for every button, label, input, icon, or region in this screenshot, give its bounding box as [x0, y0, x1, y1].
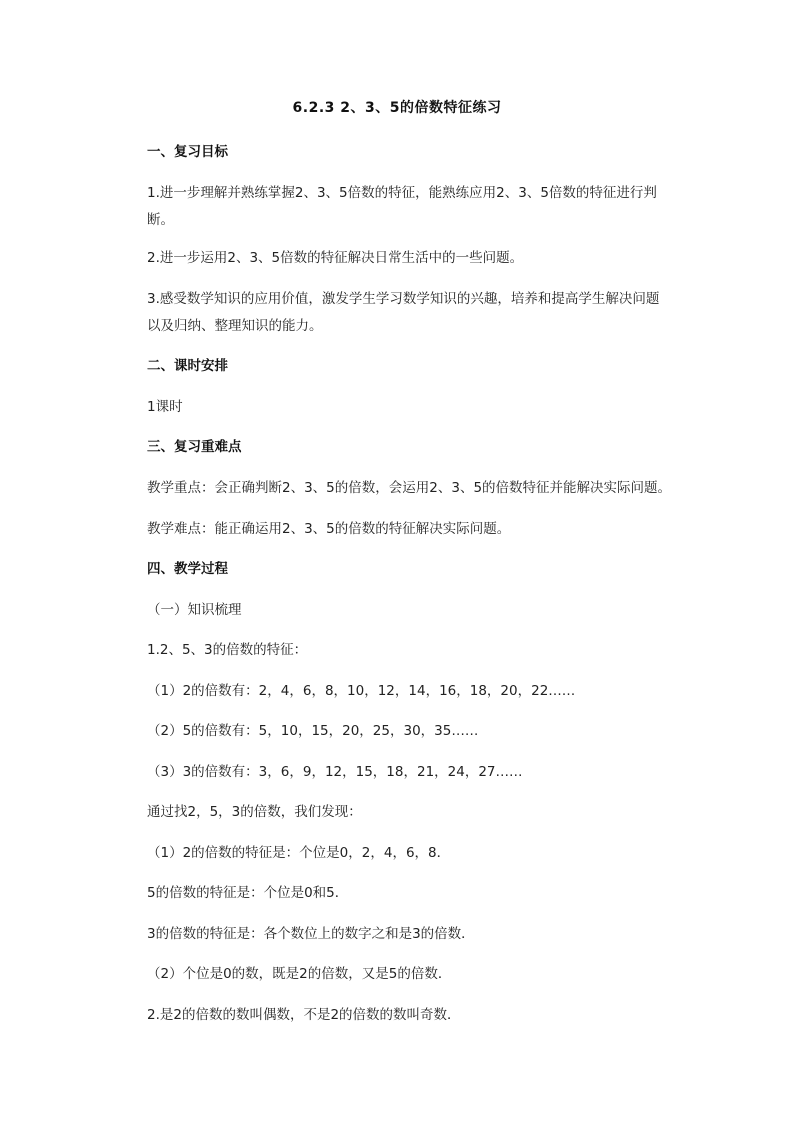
- process-paragraph-3: （2）5的倍数有：5，10，15，20，25，30，35……: [147, 723, 479, 739]
- subsection-knowledge: （一）知识梳理: [147, 602, 242, 618]
- process-paragraph-10: 2.是2的倍数的数叫偶数，不是2的倍数的数叫奇数．: [147, 1007, 461, 1023]
- process-paragraph-9: （2）个位是0的数，既是2的倍数，又是5的倍数．: [147, 966, 452, 982]
- teaching-key-point: 教学重点：会正确判断2、3、5的倍数，会运用2、3、5的倍数特征并能解决实际问题。: [147, 480, 672, 496]
- section-heading-key-points: 三、复习重难点: [147, 439, 242, 455]
- process-paragraph-4: （3）3的倍数有：3，6，9，12，15，18，21，24，27……: [147, 764, 523, 780]
- section-heading-process: 四、教学过程: [147, 561, 228, 577]
- process-paragraph-8: 3的倍数的特征是：各个数位上的数字之和是3的倍数．: [147, 926, 475, 942]
- document-title: 6.2.3 2、3、5的倍数特征练习: [292, 100, 502, 116]
- process-paragraph-1: 1.2、5、3的倍数的特征：: [147, 642, 308, 658]
- process-paragraph-7: 5的倍数的特征是：个位是0和5．: [147, 885, 349, 901]
- section-heading-review-goals: 一、复习目标: [147, 144, 228, 160]
- process-paragraph-6: （1）2的倍数的特征是：个位是0，2，4，6，8．: [147, 845, 451, 861]
- teaching-difficulty: 教学难点：能正确运用2、3、5的倍数的特征解决实际问题。: [147, 521, 511, 537]
- process-paragraph-5: 通过找2，5，3的倍数，我们发现：: [147, 804, 362, 820]
- goal-item-2: 2.进一步运用2、3、5倍数的特征解决日常生活中的一些问题。: [147, 250, 524, 266]
- goal-item-3: 3.感受数学知识的应用价值，激发学生学习数学知识的兴趣，培养和提高学生解决问题以及归纳、整理知识的能力。: [147, 291, 660, 334]
- section-heading-schedule: 二、课时安排: [147, 358, 228, 374]
- goal-item-1: 1.进一步理解并熟练掌握2、3、5倍数的特征，能熟练应用2、3、5倍数的特征进行判断。: [147, 185, 657, 228]
- schedule-text: 1课时: [147, 399, 183, 415]
- process-paragraph-2: （1）2的倍数有：2，4，6，8，10，12，14，16，18，20，22……: [147, 683, 576, 699]
